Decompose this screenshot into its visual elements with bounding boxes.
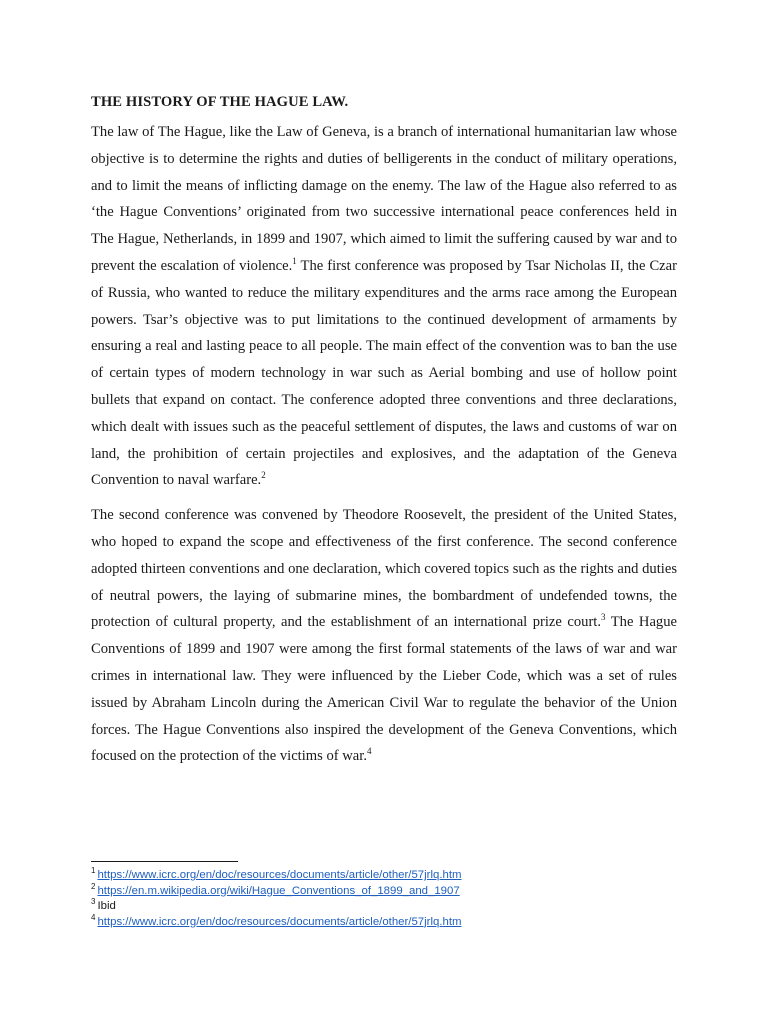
footnote-3 <box>91 899 691 915</box>
footnote-ref-3[interactable]: 3 <box>601 612 606 623</box>
footnote-number: 4 <box>91 912 96 922</box>
footnote-4 <box>91 912 691 931</box>
paragraph-2-text-b: The Hague Conventions of 1899 and 1907 were among the first formal statements of the laws of war and war crimes in international law. They were influenced by the Lieber Code, which was a set of rules issued by Abraham Lincoln during the American Civil War to regulate the behavior of the Union forces. The Hague Conventions also inspired the development of the Geneva Conventions, which focused on the protection of the victims of war. <box>91 614 677 765</box>
footnote-1-link[interactable]: https://www.icrc.org/en/doc/resources/documents/article/other/57jrlq.htm <box>97 869 462 881</box>
footnote-ref-4[interactable]: 4 <box>367 746 372 757</box>
footnote-separator <box>91 861 238 862</box>
footnote-ref-1[interactable]: 1 <box>292 256 297 267</box>
document-title: THE HISTORY OF THE HAGUE LAW. <box>91 94 349 110</box>
footnote-2 <box>91 881 691 900</box>
footnote-number: 3 <box>91 897 96 907</box>
footnote-1 <box>91 868 691 884</box>
footnote-number: 2 <box>91 881 96 891</box>
paragraph-1-text-a: The law of The Hague, like the Law of Geneva, is a branch of international humanitarian law whose objective is to determine the rights and duties of belligerents in the conduct of military operations, and to limit the means of inflicting damage on the enemy. The law of the Hague also referred to as ‘the Hague Conventions’ originated from two successive international peace conferences held in The Hague, Netherlands, in 1899 and 1907, which aimed to limit the suffering caused by war and to prevent the escalation of violence. <box>91 124 677 274</box>
paragraph-2 <box>91 502 677 770</box>
document-body <box>91 91 677 770</box>
footnote-ref-2[interactable]: 2 <box>261 470 266 481</box>
paragraph-2-text-a: The second conference was convened by Theodore Roosevelt, the president of the United States, who hoped to expand the scope and effectiveness of the first conference. The second conference adopted thirteen conventions and one declaration, which covered topics such as the rights and duties of neutral powers, the laying of submarine mines, the bombardment of undefended towns, the protection of cultural property, and the establishment of an international prize court. <box>91 507 677 631</box>
footnote-4-link[interactable]: https://www.icrc.org/en/doc/resources/documents/article/other/57jrlq.htm <box>97 915 462 928</box>
footnotes-section <box>91 861 691 930</box>
paragraph-1-text-b: The first conference was proposed by Tsar Nicholas II, the Czar of Russia, who wanted to reduce the military expenditures and the arms race among the European powers. Tsar’s objective was to put limitations to the continued development of armaments by ensuring a real and lasting peace to all people. The main effect of the convention was to ban the use of certain types of modern technology in war such as Aerial bombing and use of hollow point bullets that expand on contact. The conference adopted three conventions and three declarations, which dealt with issues such as the peaceful settlement of disputes, the laws and customs of war on land, the prohibition of certain projectiles and explosives, and the adaptation of the Geneva Convention to naval warfare. <box>91 257 677 489</box>
footnote-3-text: Ibid <box>97 900 116 912</box>
footnote-2-link[interactable]: https://en.m.wikipedia.org/wiki/Hague_Conventions_of_1899_and_1907 <box>97 884 460 897</box>
paragraph-1 <box>91 119 677 494</box>
footnote-number: 1 <box>91 866 96 876</box>
